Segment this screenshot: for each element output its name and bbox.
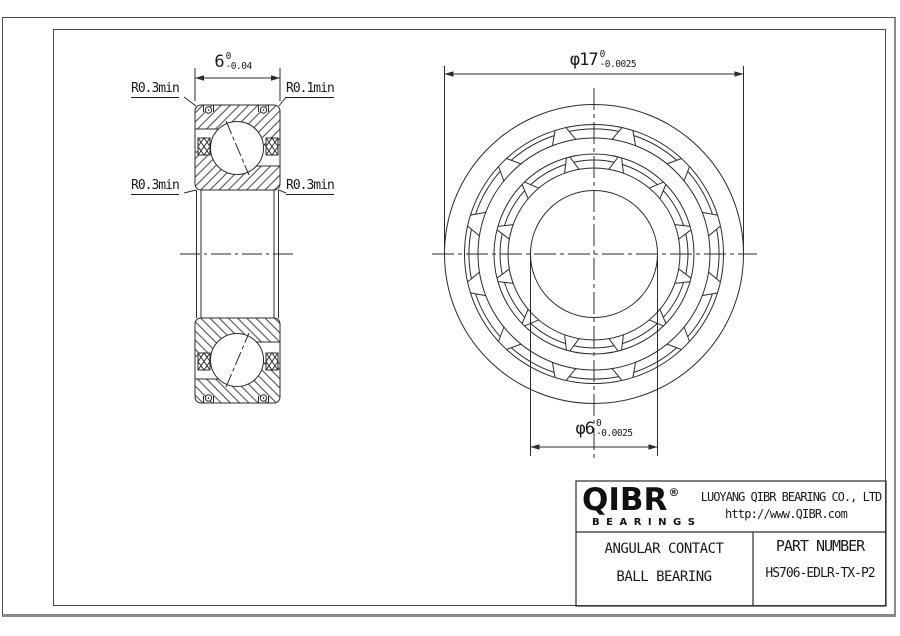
company-logo <box>582 484 701 528</box>
cage-section-left <box>198 138 210 155</box>
cage-section-right <box>266 138 278 155</box>
section-view <box>180 68 295 403</box>
outer-dia-dim-value: φ17 <box>569 50 598 70</box>
logo-brand-text: QIBR <box>582 482 668 518</box>
company-website: http://www.QIBR.com <box>724 507 848 521</box>
bore-dia-dim-text <box>575 420 632 439</box>
bore-dia-tol-upper: 0 <box>595 418 602 429</box>
bore-dia-tol-lower: -0.0025 <box>595 428 633 439</box>
radius-label-top-left: R0.3min <box>131 81 179 96</box>
part-number-value: HS706-EDLR-TX-P2 <box>765 566 875 581</box>
width-dim-tol-lower: -0.04 <box>225 61 252 72</box>
section-top-half <box>195 105 280 190</box>
section-bottom-half <box>195 318 280 403</box>
company-name: LUOYANG QIBR BEARING CO., LTD <box>700 490 882 504</box>
width-dim-value: 6 <box>214 52 224 72</box>
outer-dia-tol-upper: 0 <box>599 49 605 60</box>
radius-label-top-right: R0.1min <box>286 81 334 96</box>
width-dim-tol-upper: 0 <box>225 51 231 62</box>
width-dim-text <box>214 53 251 72</box>
radius-label-bottom-right: R0.3min <box>286 178 334 193</box>
part-number-label: PART NUMBER <box>775 537 865 555</box>
width-dimension <box>195 68 280 101</box>
product-type-line2: BALL BEARING <box>616 569 712 585</box>
bore-dia-dim-value: φ6 <box>575 419 594 439</box>
front-view-annotations <box>432 66 757 458</box>
registered-trademark-icon: ® <box>668 486 680 499</box>
logo-sub-text: BEARINGS <box>592 517 702 528</box>
outer-dia-dim-text <box>570 51 636 70</box>
radius-label-bottom-left: R0.3min <box>131 178 179 193</box>
product-type-line1: ANGULAR CONTACT <box>604 541 724 557</box>
outer-dia-tol-lower: -0.0025 <box>599 59 637 70</box>
